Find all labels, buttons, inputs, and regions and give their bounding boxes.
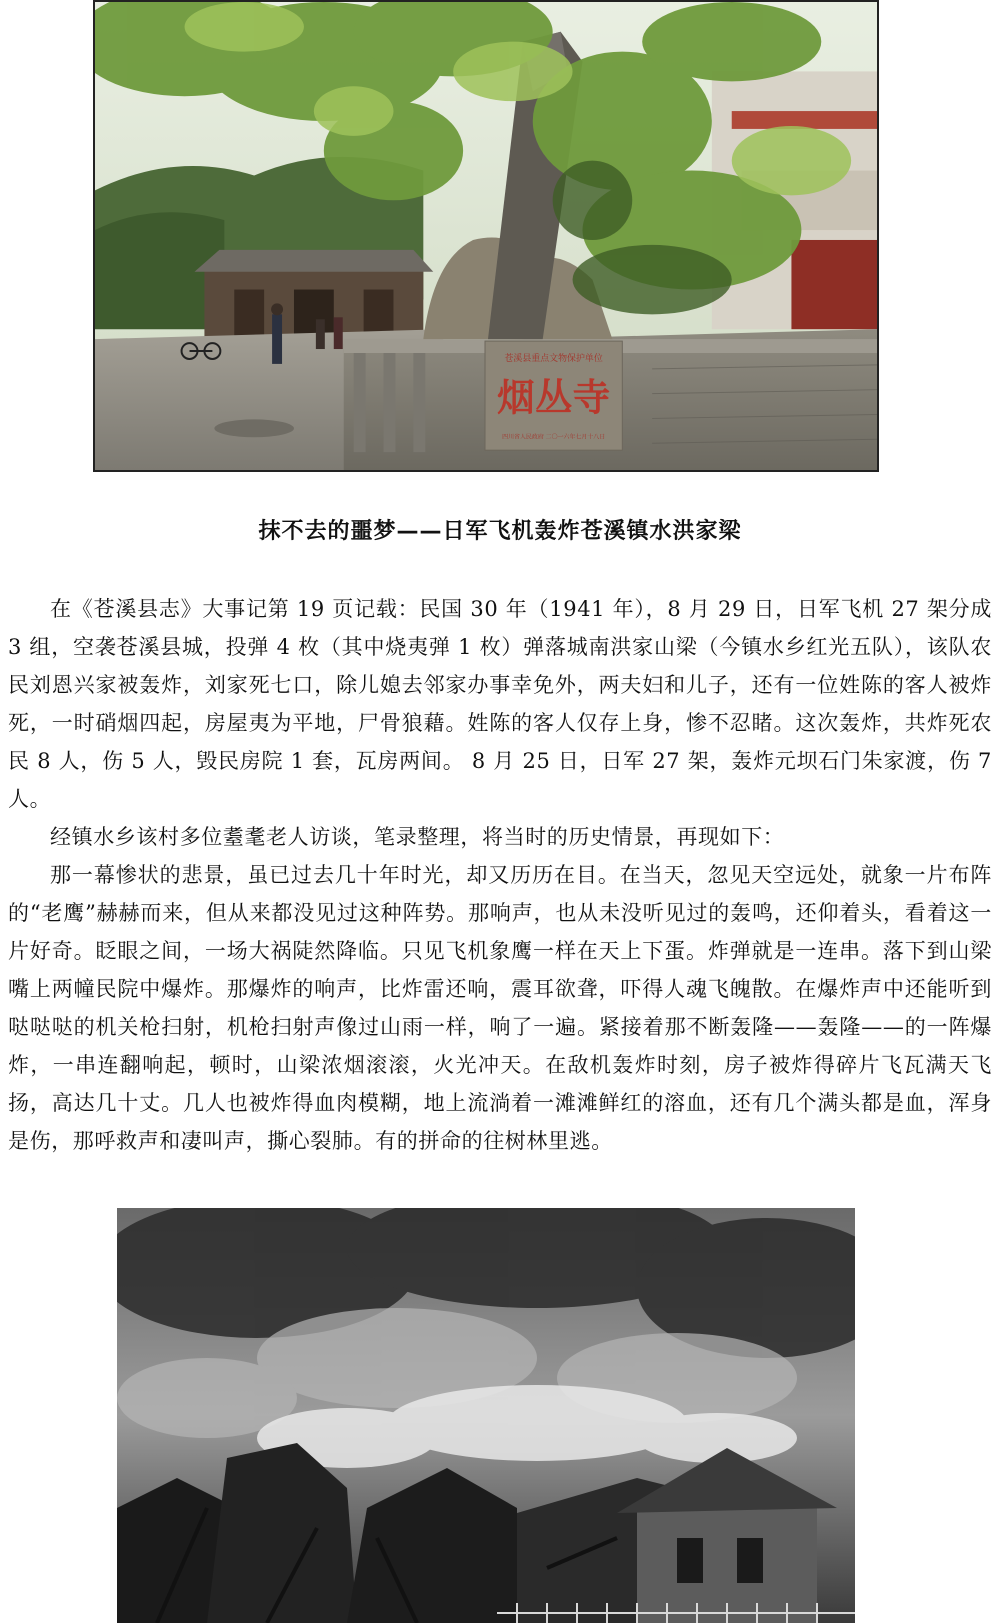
temple-stele-photo [93,0,879,472]
article-paragraph: 那一幕惨状的悲景，虽已过去几十年时光，却又历历在目。在当天，忽见天空远处，就象一片布阵的“老鹰”赫赫而来，但从来都没见过这种阵势。那响声，也从未没听见过的轰鸣，还仰着头，看着这一片好奇。眨眼之间，一场大祸陡然降临。只见飞机象鹰一样在天上下蛋。炸弹就是一连串。落下到山梁嘴上两幢民院中爆炸。那爆炸的响声，比炸雷还响，震耳欲聋，吓得人魂飞魄散。在爆炸声中还能听到哒哒哒的机关枪扫射，机枪扫射声像过山雨一样，响了一遍。紧接着那不断轰隆——轰隆——的一阵爆炸，一串连翻响起，顿时，山梁浓烟滚滚，火光冲天。在敌机轰炸时刻，房子被炸得碎片飞瓦满天飞扬，高达几十丈。几人也被炸得血肉模糊，地上流淌着一滩滩鲜红的溶血，还有几个满头都是血，浑身是伤，那呼救声和凄叫声，撕心裂肺。有的拼命的往树林里逃。 [8,863,992,1153]
stele-top-inscription: 苍溪县重点文物保护单位 [504,353,603,364]
temple-stele-illustration [95,2,877,470]
bombing-fire-photo [117,1208,855,1623]
stele-bottom-inscription: 四川省人民政府 二〇一六年七月十八日 [502,433,606,441]
article-body [8,590,992,1160]
burning-buildings-illustration [117,1208,855,1623]
article-paragraph: 在《苍溪县志》大事记第 19 页记载：民国 30 年（1941 年），8 月 29 日，日军飞机 27 架分成 3 组，空袭苍溪县城，投弹 4 枚（其中烧夷弹 1 枚）弹落城南洪家山梁（今镇水乡红光五队），该队农民刘恩兴家被轰炸，刘家死七口，除儿媳去邻家办事幸免外，两夫妇和儿子，还有一位姓陈的客人被炸死，一时硝烟四起，房屋夷为平地，尸骨狼藉。姓陈的客人仅存上身，惨不忍睹。这次轰炸，共炸死农民 8 人，伤 5 人，毁民房院 1 套，瓦房两间。 8 月 25 日，日军 27 架，轰炸元坝石门朱家渡，伤 7 人。 [8,597,992,811]
stele-main-inscription: 烟丛寺 [496,375,611,420]
article-title: 抹不去的噩梦——日军飞机轰炸苍溪镇水洪家梁 [258,519,742,544]
article-paragraph: 经镇水乡该村多位耋耄老人访谈，笔录整理，将当时的历史情景，再现如下： [50,825,785,849]
